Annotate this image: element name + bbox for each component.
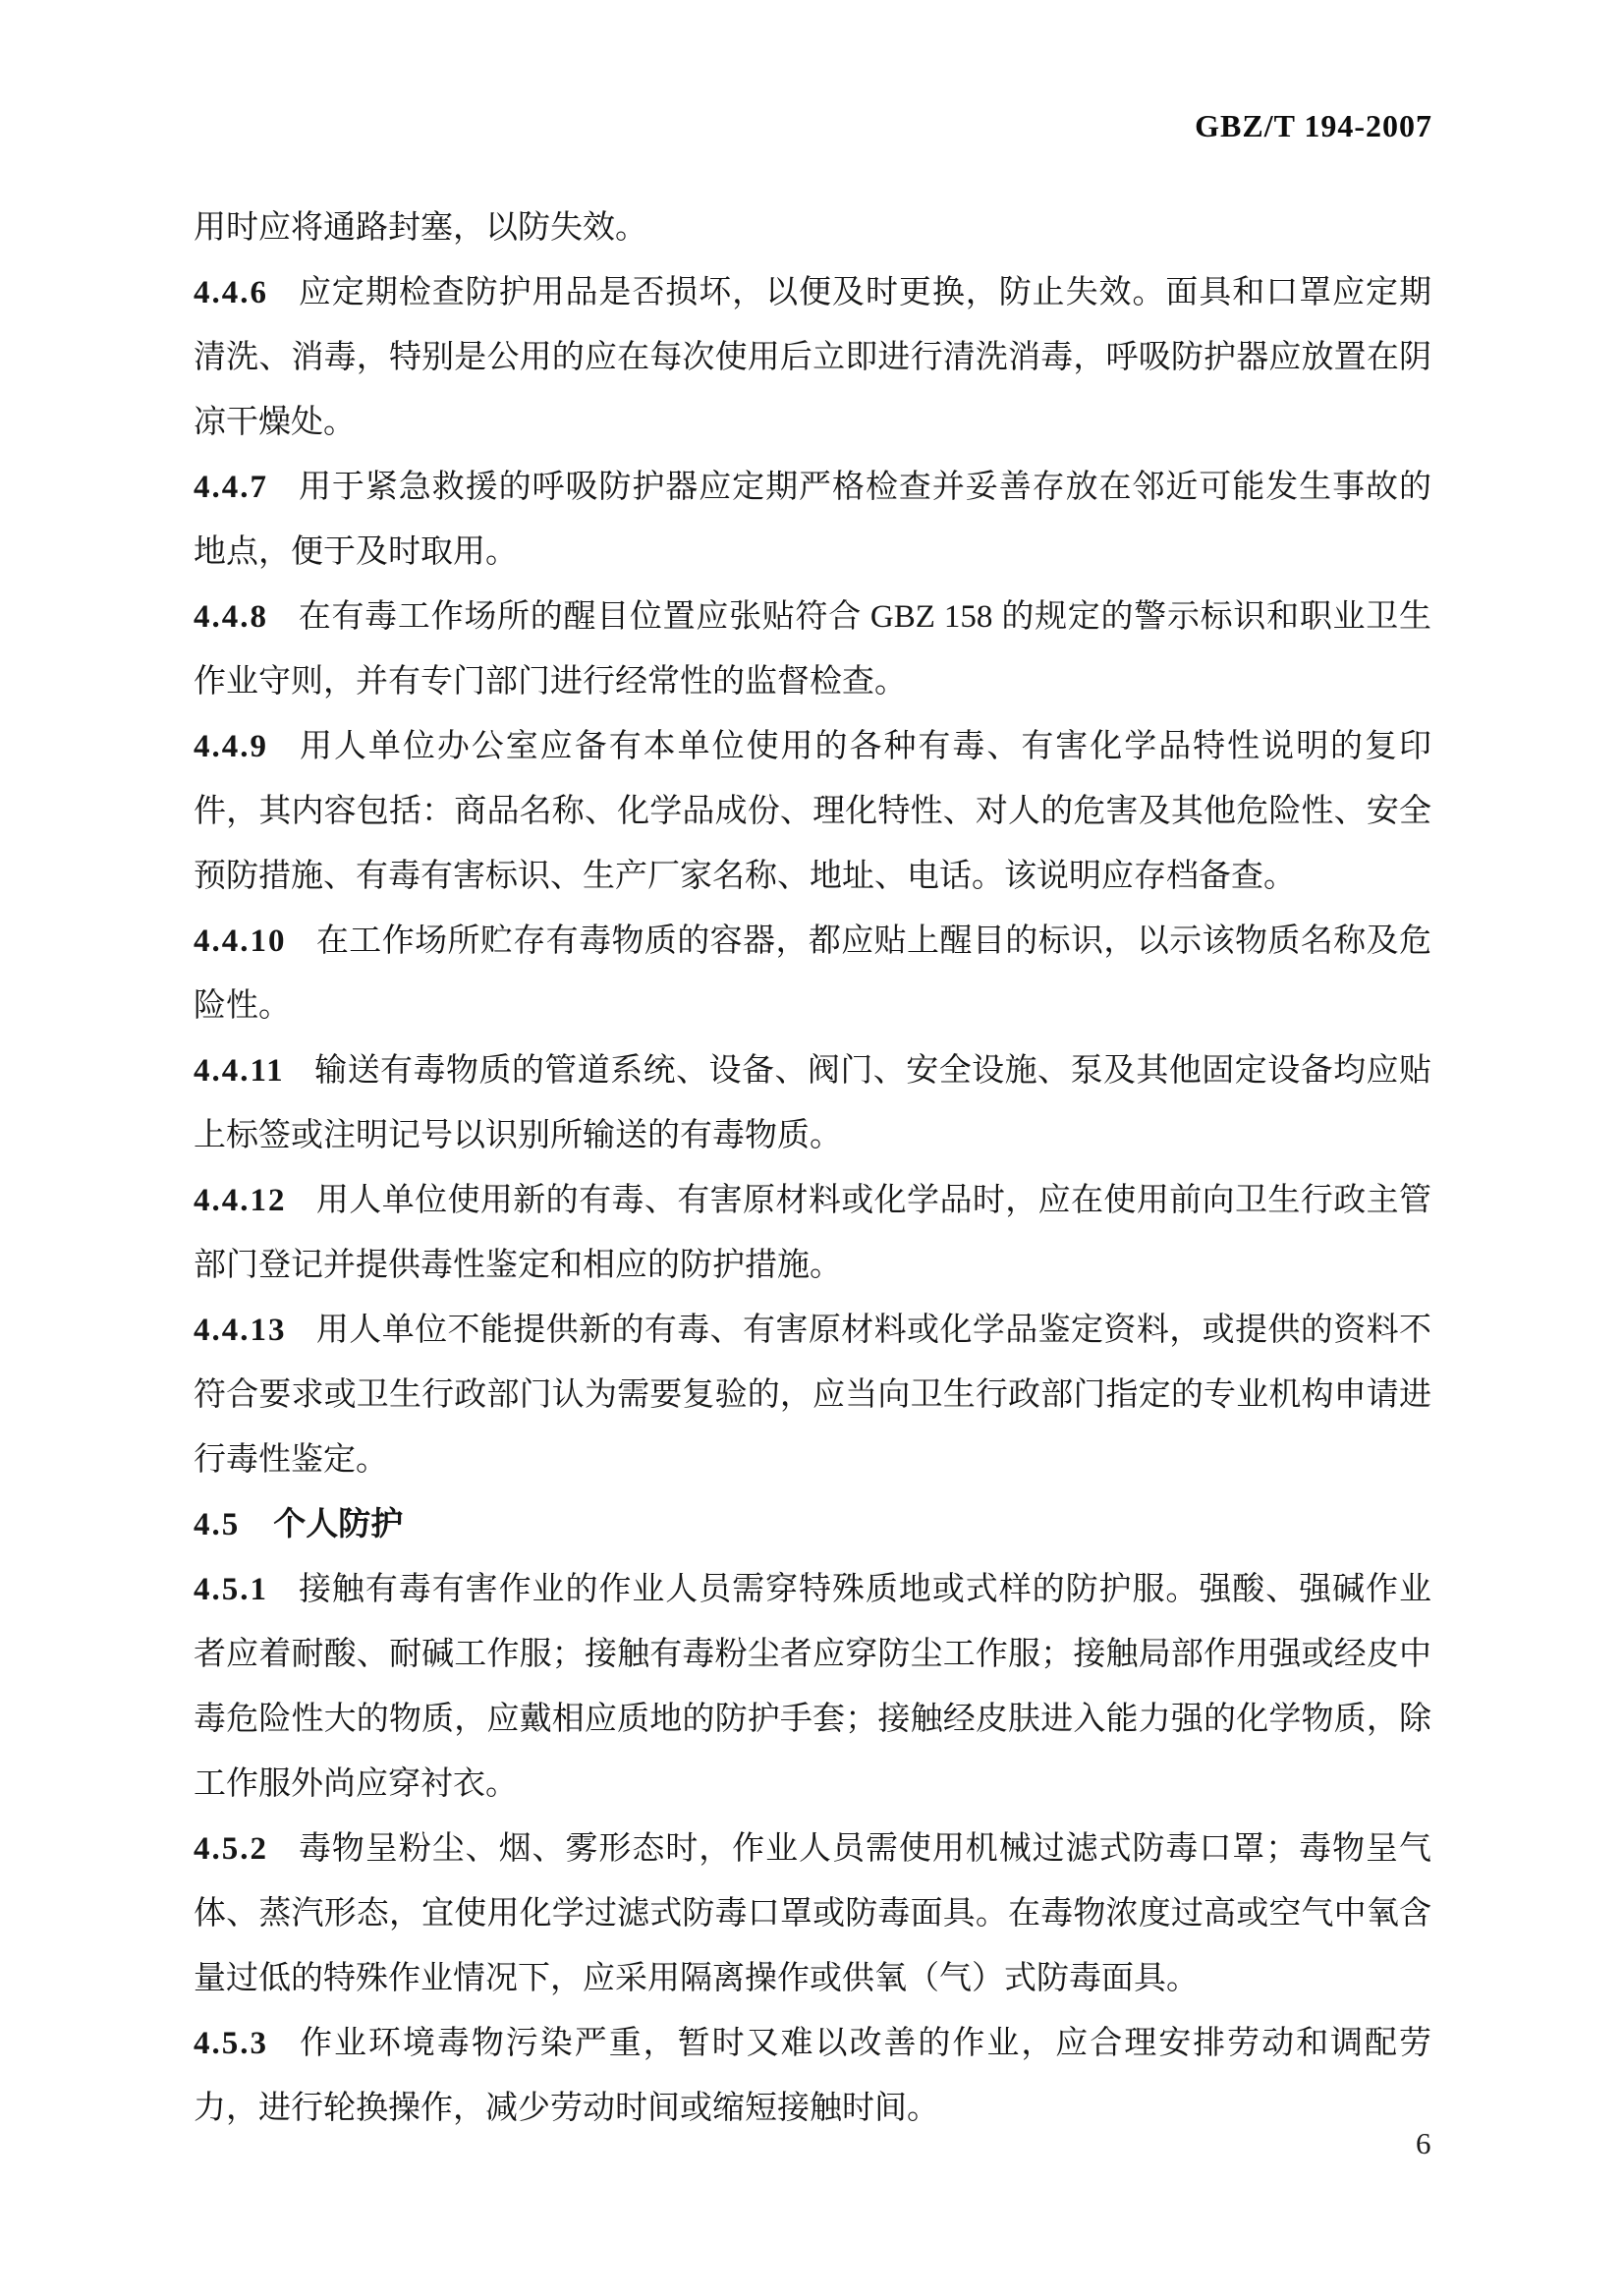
clause-number: 4.4.10 bbox=[194, 924, 287, 959]
clause-number: 4.4.13 bbox=[194, 1313, 287, 1348]
clause-text: 接触有毒有害作业的作业人员需穿特殊质地或式样的防护服。强酸、强碱作业者应着耐酸、耐碱工作服；接触有毒粉尘者应穿防尘工作服；接触局部作用强或经皮中毒危险性大的物质，应戴相应质地的防护手套；接触经皮肤进入能力强的化学物质，除工作服外尚应穿衬衣。 bbox=[194, 1572, 1431, 1802]
clause-number: 4.4.9 bbox=[194, 729, 268, 764]
clause-text: 作业环境毒物污染严重，暂时又难以改善的作业，应合理安排劳动和调配劳力，进行轮换操作，减少劳动时间或缩短接触时间。 bbox=[194, 2026, 1431, 2126]
clause-text: 在工作场所贮存有毒物质的容器，都应贴上醒目的标识，以示该物质名称及危险性。 bbox=[194, 924, 1431, 1024]
clause-text: 用于紧急救援的呼吸防护器应定期严格检查并妥善存放在邻近可能发生事故的地点，便于及时取用。 bbox=[194, 470, 1431, 570]
clause-number: 4.5.2 bbox=[194, 1831, 268, 1867]
clause-number: 4.4.11 bbox=[194, 1053, 285, 1089]
clause-number: 4.4.12 bbox=[194, 1183, 287, 1218]
paragraph-4-4-12 bbox=[194, 1168, 1431, 1298]
heading-number: 4.5 bbox=[194, 1507, 241, 1542]
clause-text: 用人单位办公室应备有本单位使用的各种有毒、有害化学品特性说明的复印件，其内容包括：商品名称、化学品成份、理化特性、对人的危害及其他危险性、安全预防措施、有毒有害标识、生产厂家名称、地址、电话。该说明应存档备查。 bbox=[194, 729, 1431, 894]
section-heading-4-5 bbox=[194, 1492, 1431, 1557]
clause-number: 4.4.8 bbox=[194, 599, 268, 635]
clause-text: 输送有毒物质的管道系统、设备、阀门、安全设施、泵及其他固定设备均应贴上标签或注明记号以识别所输送的有毒物质。 bbox=[194, 1053, 1431, 1153]
clause-text: 用人单位不能提供新的有毒、有害原材料或化学品鉴定资料，或提供的资料不符合要求或卫生行政部门认为需要复验的，应当向卫生行政部门指定的专业机构申请进行毒性鉴定。 bbox=[194, 1313, 1431, 1478]
paragraph-4-5-1 bbox=[194, 1557, 1431, 1817]
paragraph-4-4-9 bbox=[194, 714, 1431, 909]
clause-text: 用人单位使用新的有毒、有害原材料或化学品时，应在使用前向卫生行政主管部门登记并提供毒性鉴定和相应的防护措施。 bbox=[194, 1183, 1431, 1283]
paragraph-4-4-8 bbox=[194, 585, 1431, 714]
clause-text: 毒物呈粉尘、烟、雾形态时，作业人员需使用机械过滤式防毒口罩；毒物呈气体、蒸汽形态，宜使用化学过滤式防毒口罩或防毒面具。在毒物浓度过高或空气中氧含量过低的特殊作业情况下，应采用隔离操作或供氧（气）式防毒面具。 bbox=[194, 1831, 1431, 1996]
clause-number: 4.5.1 bbox=[194, 1572, 268, 1607]
paragraph-4-4-7 bbox=[194, 455, 1431, 585]
paragraph-4-4-10 bbox=[194, 909, 1431, 1038]
page-number: 6 bbox=[1416, 2126, 1431, 2160]
clause-text: 用时应将通路封塞，以防失效。 bbox=[194, 210, 647, 246]
standard-code: GBZ/T 194-2007 bbox=[1195, 108, 1432, 143]
clause-text: 在有毒工作场所的醒目位置应张贴符合 GBZ 158 的规定的警示标识和职业卫生作业守则，并有专门部门进行经常性的监督检查。 bbox=[194, 599, 1431, 700]
document-body bbox=[194, 196, 1431, 2141]
clause-number: 4.4.7 bbox=[194, 470, 268, 505]
clause-text: 应定期检查防护用品是否损坏，以便及时更换，防止失效。面具和口罩应定期清洗、消毒，特别是公用的应在每次使用后立即进行清洗消毒，呼吸防护器应放置在阴凉干燥处。 bbox=[194, 275, 1431, 440]
paragraph-4-4-6 bbox=[194, 260, 1431, 455]
paragraph-4-5-2 bbox=[194, 1817, 1431, 2011]
heading-text: 个人防护 bbox=[273, 1507, 404, 1542]
clause-number: 4.4.6 bbox=[194, 275, 268, 310]
clause-number: 4.5.3 bbox=[194, 2026, 268, 2061]
paragraph-4-4-11 bbox=[194, 1038, 1431, 1168]
paragraph-4-4-13 bbox=[194, 1298, 1431, 1492]
paragraph-continuation bbox=[194, 196, 1431, 260]
paragraph-4-5-3 bbox=[194, 2011, 1431, 2141]
